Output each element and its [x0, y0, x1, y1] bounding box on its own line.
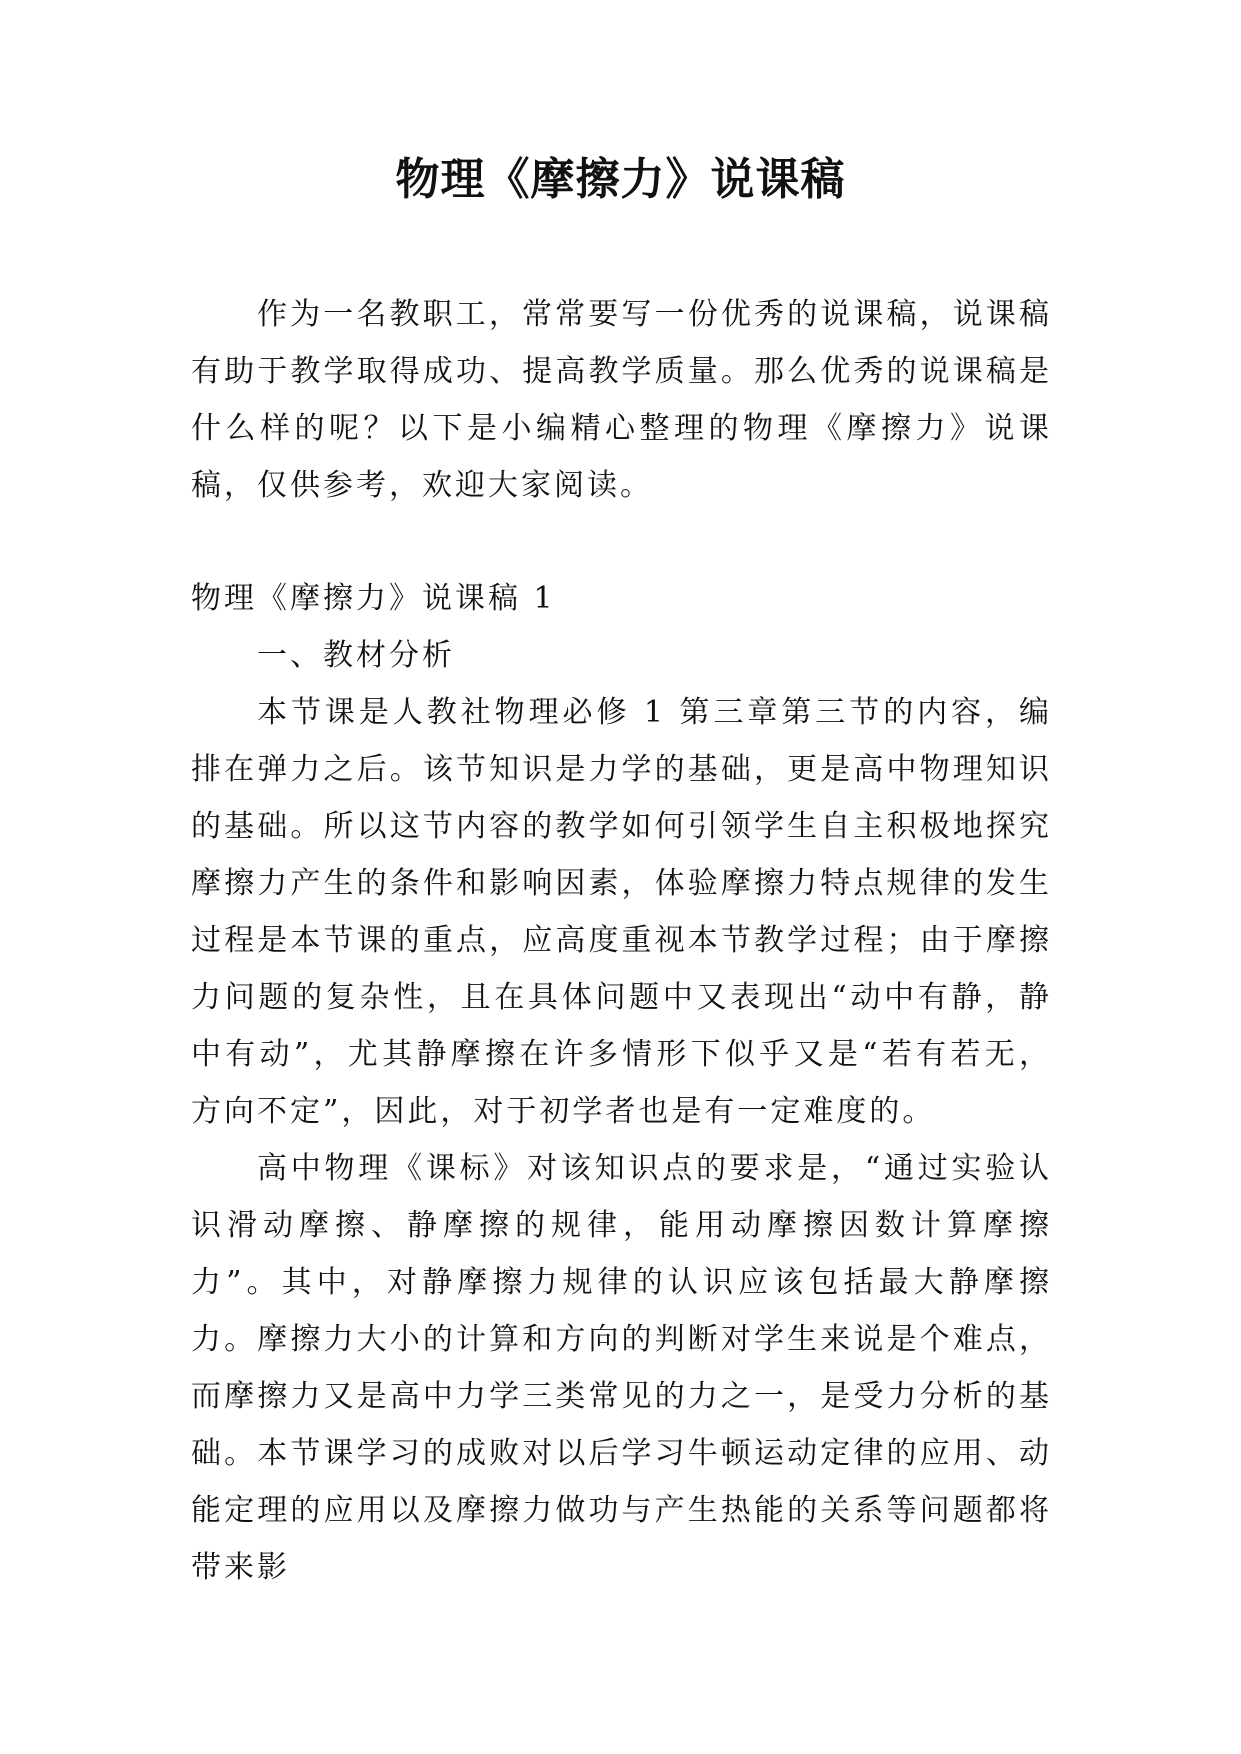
spacer — [191, 514, 1052, 570]
body-paragraph-2: 高中物理《课标》对该知识点的要求是，“通过实验认识滑动摩擦、静摩擦的规律，能用动摩擦因数计算摩擦力”。其中，对静摩擦力规律的认识应该包括最大静摩擦力。摩擦力大小的计算和方向的判断对学生来说是个难点，而摩擦力又是高中力学三类常见的力之一，是受力分析的基础。本节课学习的成败对以后学习牛顿运动定律的应用、动能定理的应用以及摩擦力做功与产生热能的关系等问题都将带来影 — [191, 1151, 1052, 1585]
intro-paragraph: 作为一名教职工，常常要写一份优秀的说课稿，说课稿有助于教学取得成功、提高教学质量。那么优秀的说课稿是什么样的呢？以下是小编精心整理的物理《摩擦力》说课稿，仅供参考，欢迎大家阅读。 — [191, 297, 1052, 503]
heading-teaching-material-analysis: 一、教材分析 — [257, 638, 455, 673]
document-body — [191, 286, 1052, 1596]
section-title: 物理《摩擦力》说课稿 1 — [191, 581, 556, 616]
document-title: 物理《摩擦力》说课稿 — [395, 154, 846, 205]
body-paragraph-1: 本节课是人教社物理必修 1 第三章第三节的内容，编排在弹力之后。该节知识是力学的基础，更是高中物理知识的基础。所以这节内容的教学如何引领学生自主积极地探究摩擦力产生的条件和影响因素，体验摩擦力特点规律的发生过程是本节课的重点，应高度重视本节教学过程；由于摩擦力问题的复杂性，且在具体问题中又表现出“动中有静，静中有动”，尤其静摩擦在许多情形下似乎又是“若有若无，方向不定”，因此，对于初学者也是有一定难度的。 — [191, 695, 1052, 1129]
